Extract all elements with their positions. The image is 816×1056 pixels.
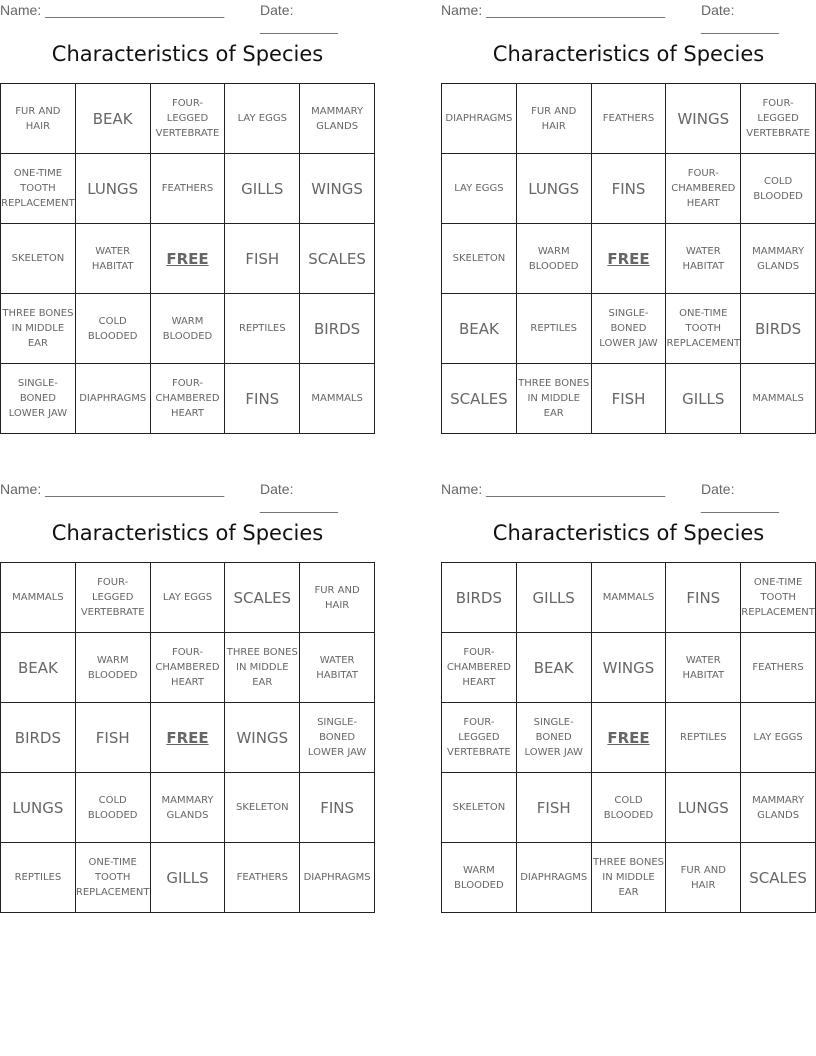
card-header — [0, 0, 375, 34]
name-field: Name: _______________________ — [0, 481, 225, 497]
bingo-cell: WINGS — [666, 84, 741, 154]
bingo-cell: WARM BLOODED — [76, 633, 151, 703]
bingo-card-4 — [441, 479, 816, 949]
bingo-cell: WATER HABITAT — [300, 633, 375, 703]
bingo-cell: ONE-TIME TOOTH REPLACEMENT — [741, 563, 816, 633]
date-field: Date: __________ — [701, 481, 779, 513]
bingo-cell: GILLS — [225, 154, 300, 224]
bingo-card-3 — [0, 479, 375, 949]
bingo-cell: BIRDS — [1, 703, 76, 773]
bingo-cell: SINGLE-BONED LOWER JAW — [300, 703, 375, 773]
bingo-cell: THREE BONES IN MIDDLE EAR — [1, 294, 76, 364]
bingo-cell: FINS — [225, 364, 300, 434]
bingo-cell: FUR AND HAIR — [300, 563, 375, 633]
bingo-cell: LUNGS — [1, 773, 76, 843]
name-field: Name: _______________________ — [441, 481, 666, 497]
bingo-cell: WATER HABITAT — [666, 224, 741, 294]
bingo-cell: SKELETON — [442, 773, 517, 843]
bingo-cell: BEAK — [76, 84, 151, 154]
bingo-cell: MAMMALS — [592, 563, 667, 633]
date-field: Date: __________ — [260, 2, 338, 34]
bingo-cell: BEAK — [517, 633, 592, 703]
bingo-cell: ONE-TIME TOOTH REPLACEMENT — [76, 843, 151, 913]
name-field: Name: _______________________ — [441, 2, 666, 18]
bingo-cell: FINS — [300, 773, 375, 843]
bingo-cell: FUR AND HAIR — [1, 84, 76, 154]
bingo-cell: FOUR-CHAMBERED HEART — [666, 154, 741, 224]
bingo-cell: DIAPHRAGMS — [76, 364, 151, 434]
bingo-cell: REPTILES — [225, 294, 300, 364]
card-title: Characteristics of Species — [51, 42, 324, 66]
free-space: FREE — [151, 703, 226, 773]
bingo-cell: REPTILES — [666, 703, 741, 773]
bingo-cell: FOUR-LEGGED VERTEBRATE — [741, 84, 816, 154]
bingo-cell: LAY EGGS — [151, 563, 226, 633]
bingo-cell: BEAK — [1, 633, 76, 703]
card-header — [0, 479, 375, 513]
bingo-cell: LAY EGGS — [741, 703, 816, 773]
bingo-cell: FEATHERS — [592, 84, 667, 154]
bingo-cell: LUNGS — [76, 154, 151, 224]
bingo-cell: WARM BLOODED — [517, 224, 592, 294]
bingo-cell: MAMMARY GLANDS — [300, 84, 375, 154]
bingo-cell: WARM BLOODED — [442, 843, 517, 913]
bingo-cell: WINGS — [225, 703, 300, 773]
bingo-cell: FOUR-CHAMBERED HEART — [442, 633, 517, 703]
bingo-cell: FEATHERS — [225, 843, 300, 913]
bingo-cell: SINGLE-BONED LOWER JAW — [592, 294, 667, 364]
date-field: Date: __________ — [260, 481, 338, 513]
bingo-cell: SCALES — [442, 364, 517, 434]
bingo-cell: FISH — [517, 773, 592, 843]
bingo-cell: WARM BLOODED — [151, 294, 226, 364]
bingo-cell: WINGS — [300, 154, 375, 224]
bingo-grid — [441, 83, 816, 434]
bingo-cell: BIRDS — [300, 294, 375, 364]
bingo-cell: MAMMALS — [300, 364, 375, 434]
bingo-cell: BIRDS — [442, 563, 517, 633]
bingo-cell: LAY EGGS — [225, 84, 300, 154]
bingo-cell: DIAPHRAGMS — [442, 84, 517, 154]
bingo-cell: MAMMALS — [1, 563, 76, 633]
bingo-cell: SKELETON — [225, 773, 300, 843]
card-header — [441, 479, 816, 513]
bingo-cell: FISH — [76, 703, 151, 773]
bingo-cell: SKELETON — [1, 224, 76, 294]
bingo-cell: REPTILES — [517, 294, 592, 364]
bingo-cell: COLD BLOODED — [741, 154, 816, 224]
bingo-cell: FINS — [666, 563, 741, 633]
bingo-cell: COLD BLOODED — [76, 294, 151, 364]
bingo-cell: MAMMARY GLANDS — [741, 773, 816, 843]
bingo-cell: FISH — [592, 364, 667, 434]
bingo-cell: COLD BLOODED — [76, 773, 151, 843]
bingo-cell: SINGLE-BONED LOWER JAW — [1, 364, 76, 434]
bingo-cell: BIRDS — [741, 294, 816, 364]
bingo-cell: FEATHERS — [741, 633, 816, 703]
bingo-cell: GILLS — [666, 364, 741, 434]
bingo-cell: FOUR-CHAMBERED HEART — [151, 633, 226, 703]
bingo-cell: MAMMARY GLANDS — [741, 224, 816, 294]
bingo-cell: FISH — [225, 224, 300, 294]
bingo-cell: GILLS — [517, 563, 592, 633]
bingo-cell: SKELETON — [442, 224, 517, 294]
name-field: Name: _______________________ — [0, 2, 225, 18]
bingo-cell: FINS — [592, 154, 667, 224]
bingo-cell: THREE BONES IN MIDDLE EAR — [517, 364, 592, 434]
bingo-cell: FUR AND HAIR — [517, 84, 592, 154]
bingo-cell: COLD BLOODED — [592, 773, 667, 843]
bingo-cell: MAMMARY GLANDS — [151, 773, 226, 843]
bingo-cell: LUNGS — [666, 773, 741, 843]
bingo-cell: SCALES — [741, 843, 816, 913]
bingo-card-1 — [0, 0, 375, 470]
bingo-cell: ONE-TIME TOOTH REPLACEMENT — [666, 294, 741, 364]
bingo-cell: GILLS — [151, 843, 226, 913]
bingo-grid — [441, 562, 816, 913]
card-header — [441, 0, 816, 34]
bingo-cell: DIAPHRAGMS — [300, 843, 375, 913]
bingo-cell: LAY EGGS — [442, 154, 517, 224]
bingo-cell: FOUR-CHAMBERED HEART — [151, 364, 226, 434]
bingo-cell: WATER HABITAT — [666, 633, 741, 703]
bingo-cell: SCALES — [225, 563, 300, 633]
bingo-cell: FOUR-LEGGED VERTEBRATE — [76, 563, 151, 633]
free-space: FREE — [592, 224, 667, 294]
free-space: FREE — [592, 703, 667, 773]
bingo-cell: SINGLE-BONED LOWER JAW — [517, 703, 592, 773]
bingo-cell: FEATHERS — [151, 154, 226, 224]
bingo-cell: FOUR-LEGGED VERTEBRATE — [151, 84, 226, 154]
bingo-cell: MAMMALS — [741, 364, 816, 434]
bingo-cell: REPTILES — [1, 843, 76, 913]
bingo-card-2 — [441, 0, 816, 470]
bingo-grid — [0, 83, 375, 434]
card-title: Characteristics of Species — [492, 42, 765, 66]
bingo-grid — [0, 562, 375, 913]
bingo-cell: SCALES — [300, 224, 375, 294]
free-space: FREE — [151, 224, 226, 294]
date-field: Date: __________ — [701, 2, 779, 34]
bingo-cell: DIAPHRAGMS — [517, 843, 592, 913]
bingo-cell: THREE BONES IN MIDDLE EAR — [592, 843, 667, 913]
bingo-cell: LUNGS — [517, 154, 592, 224]
bingo-cell: BEAK — [442, 294, 517, 364]
card-title: Characteristics of Species — [492, 521, 765, 545]
bingo-cell: WATER HABITAT — [76, 224, 151, 294]
bingo-cell: FOUR-LEGGED VERTEBRATE — [442, 703, 517, 773]
bingo-cell: FUR AND HAIR — [666, 843, 741, 913]
card-title: Characteristics of Species — [51, 521, 324, 545]
bingo-cell: WINGS — [592, 633, 667, 703]
bingo-cell: THREE BONES IN MIDDLE EAR — [225, 633, 300, 703]
bingo-cell: ONE-TIME TOOTH REPLACEMENT — [1, 154, 76, 224]
